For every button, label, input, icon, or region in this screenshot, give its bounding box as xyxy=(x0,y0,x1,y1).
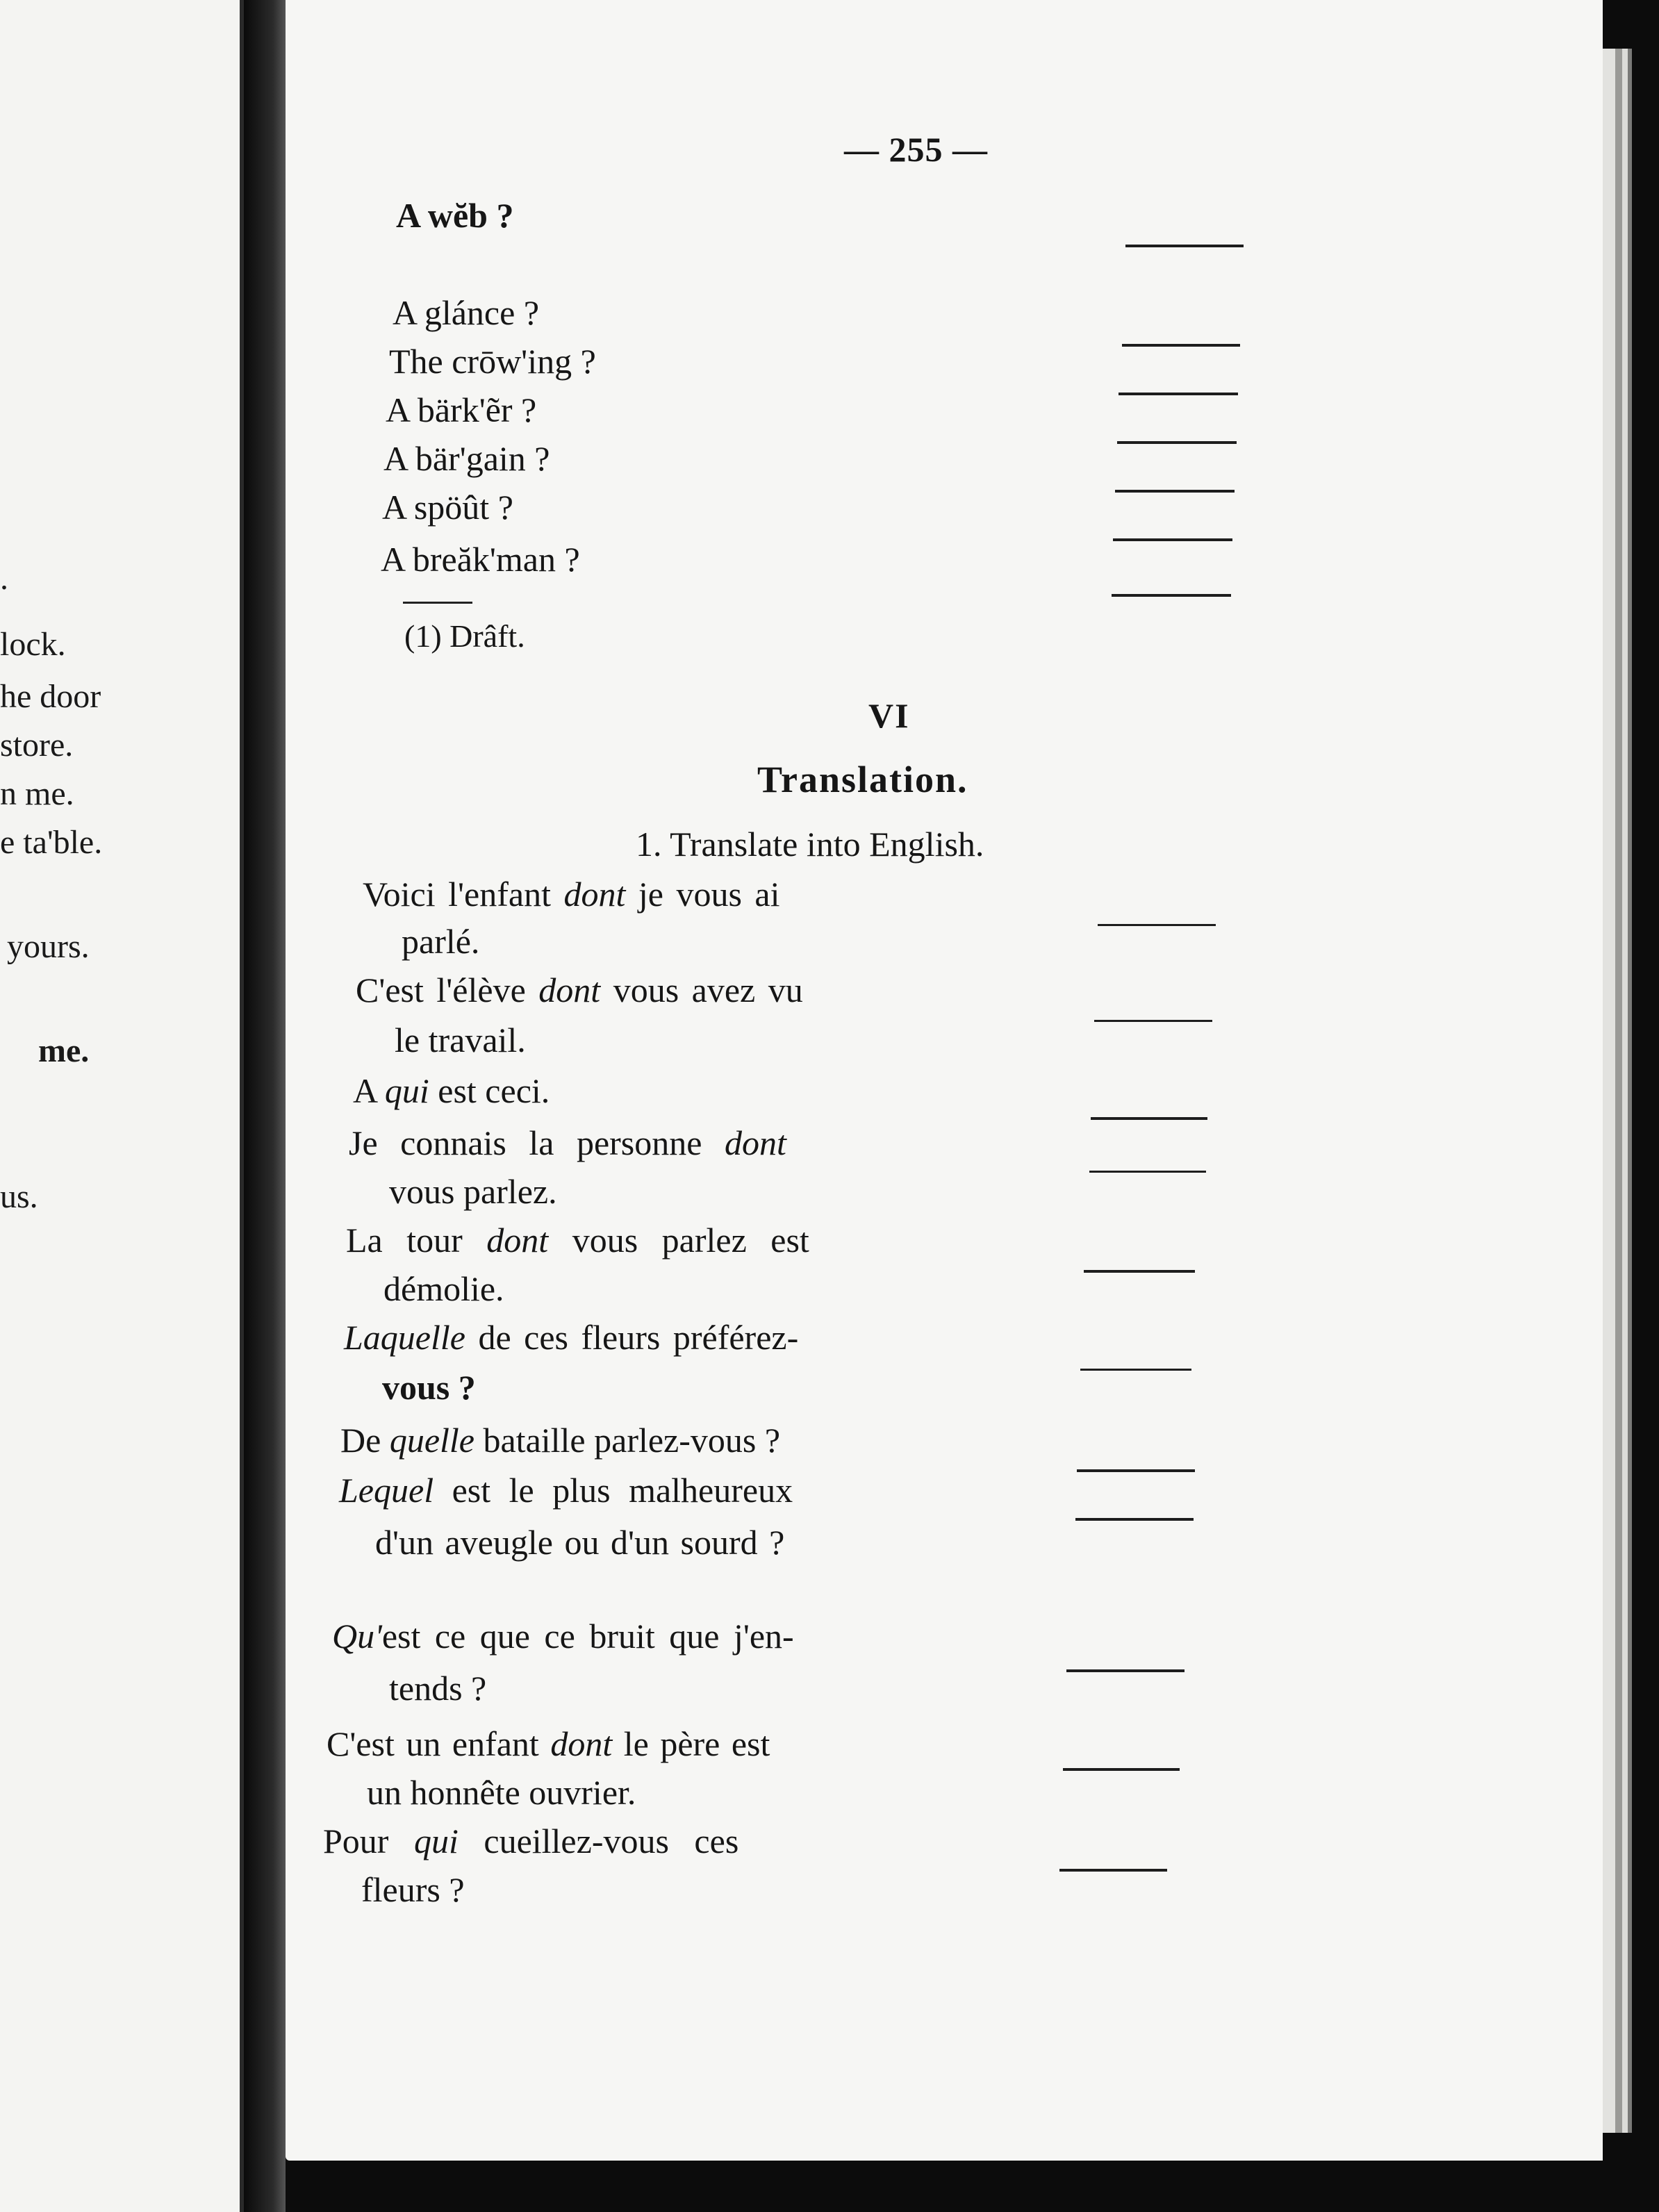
answer-blank xyxy=(1094,1020,1212,1022)
exercise-continuation: vous ? xyxy=(382,1368,476,1407)
vocab-item: A glánce ? xyxy=(393,293,540,332)
answer-blank xyxy=(1075,1518,1194,1521)
vocab-item: A spöût ? xyxy=(382,488,513,527)
left-fragment: me. xyxy=(38,1032,90,1069)
answer-blank xyxy=(1089,1171,1206,1173)
answer-blank xyxy=(1112,594,1231,597)
answer-blank xyxy=(1122,344,1240,347)
answer-blank xyxy=(1098,924,1216,926)
page-edge xyxy=(1615,49,1622,2133)
left-fragment: store. xyxy=(0,727,74,764)
vocab-item: The crōw'ing ? xyxy=(389,342,596,381)
answer-blank xyxy=(1063,1768,1180,1771)
exercise-continuation: fleurs ? xyxy=(361,1870,465,1909)
answer-blank xyxy=(1077,1469,1195,1472)
answer-blank xyxy=(1066,1669,1185,1672)
page-edge xyxy=(1603,49,1615,2133)
footnote: (1) Drâft. xyxy=(404,618,525,654)
answer-blank xyxy=(1117,441,1237,444)
exercise-line: La tour dont vous parlez est xyxy=(346,1221,809,1260)
answer-blank xyxy=(1125,245,1244,247)
answer-blank xyxy=(1084,1270,1195,1273)
left-fragment: us. xyxy=(0,1178,38,1215)
exercise-line: Qu'est ce que ce bruit que j'en- xyxy=(332,1617,794,1656)
exercise-line: Lequel est le plus malheureux xyxy=(339,1471,793,1510)
left-fragment: e ta'ble. xyxy=(0,824,103,861)
exercise-continuation: le travail. xyxy=(395,1021,526,1059)
exercise-line: Je connais la personne dont xyxy=(349,1123,786,1162)
vocab-item: A wĕb ? xyxy=(396,196,514,235)
footnote-rule xyxy=(403,602,472,604)
answer-blank xyxy=(1113,538,1232,541)
book-gutter xyxy=(244,0,286,2212)
exercise-continuation: tends ? xyxy=(389,1669,487,1708)
section-number: VI xyxy=(868,696,910,735)
exercise-continuation: parlé. xyxy=(402,922,480,961)
instruction: 1. Translate into English. xyxy=(636,825,984,864)
exercise-line: C'est un enfant dont le père est xyxy=(327,1724,770,1763)
answer-blank xyxy=(1119,393,1238,395)
exercise-line: C'est l'élève dont vous avez vu xyxy=(356,971,803,1009)
exercise-line: Voici l'enfant dont je vous ai xyxy=(363,875,780,914)
answer-blank xyxy=(1059,1869,1167,1872)
page-edge xyxy=(1622,49,1628,2133)
exercise-line: De quelle bataille parlez-vous ? xyxy=(340,1421,781,1460)
exercise-continuation: vous parlez. xyxy=(389,1172,557,1211)
section-title: Translation. xyxy=(757,759,968,800)
answer-blank xyxy=(1115,490,1235,493)
left-fragment: . xyxy=(0,560,8,597)
vocab-item: A bär'gain ? xyxy=(383,439,550,478)
left-fragment: yours. xyxy=(7,928,90,965)
left-fragment: n me. xyxy=(0,775,74,812)
exercise-continuation: démolie. xyxy=(383,1269,504,1308)
page-edge xyxy=(1628,49,1632,2133)
exercise-line: A qui est ceci. xyxy=(353,1071,550,1110)
vocab-item: A breăk'man ? xyxy=(381,540,580,579)
left-fragment: lock. xyxy=(0,626,66,663)
exercise-line: Pour qui cueillez-vous ces xyxy=(323,1822,739,1860)
exercise-line: Laquelle de ces fleurs préférez- xyxy=(344,1318,799,1357)
left-facing-page xyxy=(0,0,244,2212)
answer-blank xyxy=(1091,1117,1207,1120)
exercise-continuation: d'un aveugle ou d'un sourd ? xyxy=(375,1523,785,1562)
page-number: — 255 — xyxy=(844,130,988,169)
vocab-item: A bärk'ẽr ? xyxy=(386,390,537,429)
exercise-continuation: un honnête ouvrier. xyxy=(367,1773,636,1812)
answer-blank xyxy=(1080,1369,1191,1371)
left-fragment: he door xyxy=(0,678,101,715)
